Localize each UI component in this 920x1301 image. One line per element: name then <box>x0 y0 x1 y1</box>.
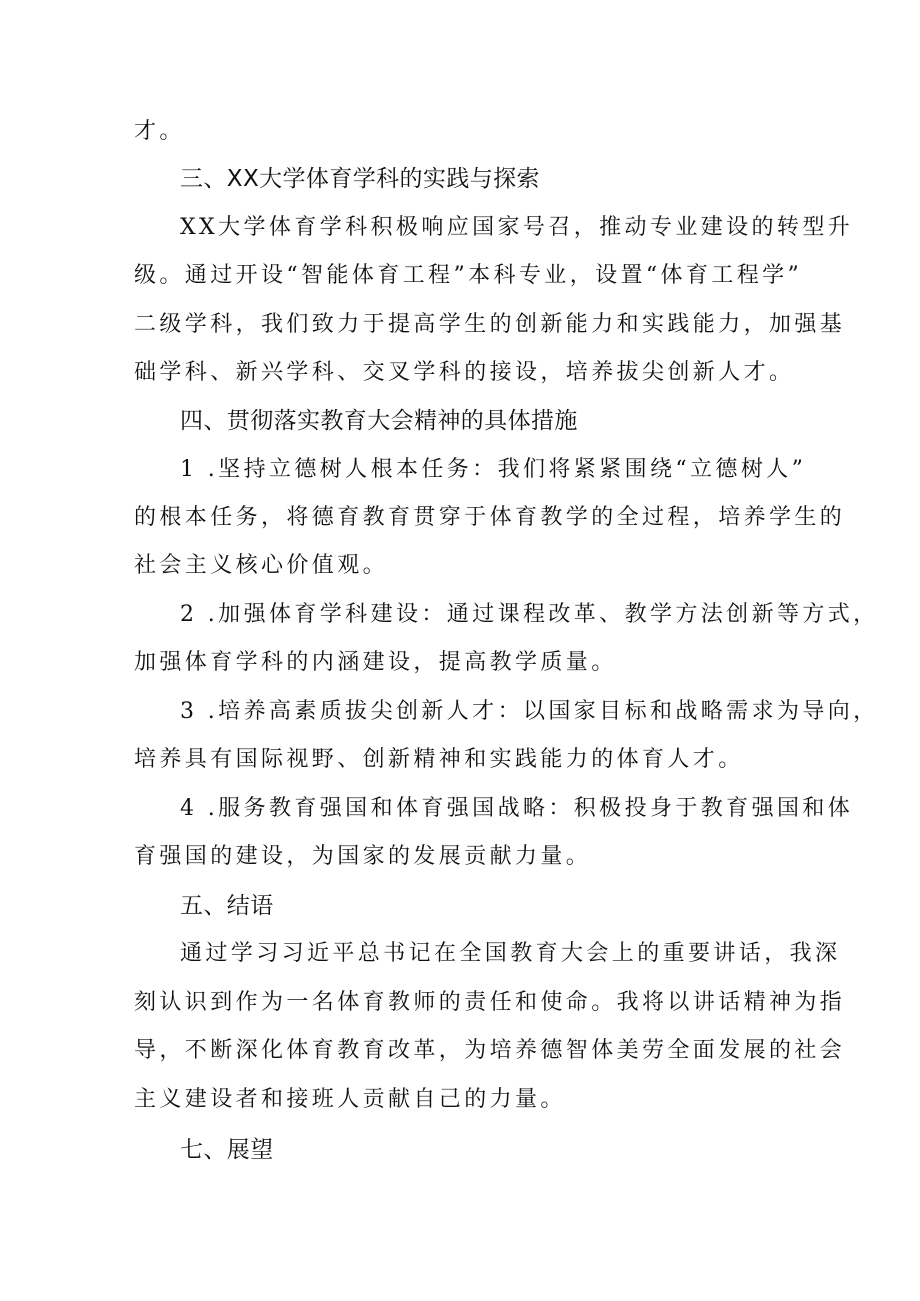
measure-4-line: 4 .服务教育强国和体育强国战略：积极投身于教育强国和体 <box>180 796 854 821</box>
section-5-paragraph-line: 刻认识到作为一名体育教师的责任和使命。我将以讲话精神为指 <box>134 990 846 1015</box>
section-3-heading: 三、XX大学体育学科的实践与探索 <box>180 166 540 192</box>
section-3-paragraph-line: XX大学体育学科积极响应国家号召，推动专业建设的转型升 <box>180 215 854 240</box>
section-5-paragraph-line: 主义建设者和接班人贡献自己的力量。 <box>134 1087 566 1112</box>
section-3-paragraph-line: 二级学科，我们致力于提高学生的创新能力和实践能力，加强基 <box>134 312 846 337</box>
section-3-paragraph-line: 级。通过开设“智能体育工程”本科专业，设置“体育工程学” <box>134 263 803 288</box>
section-3-paragraph-line: 础学科、新兴学科、交叉学科的接设，培养拔尖创新人才。 <box>134 360 795 385</box>
measure-3-line: 培养具有国际视野、创新精神和实践能力的体育人才。 <box>134 747 744 772</box>
section-5-paragraph-line: 通过学习习近平总书记在全国教育大会上的重要讲话，我深 <box>180 941 841 966</box>
section-7-heading: 七、展望 <box>180 1137 274 1163</box>
section-5-heading: 五、结语 <box>180 893 274 919</box>
measure-3-line: 3 .培养高素质拔尖创新人才：以国家目标和战略需求为导向， <box>180 699 879 724</box>
measure-1-line: 社会主义核心价值观。 <box>134 553 389 578</box>
continuation-text: 才。 <box>134 119 185 144</box>
measure-1-line: 1 .坚持立德树人根本任务：我们将紧紧围绕“立德树人” <box>180 457 807 482</box>
section-5-paragraph-line: 导，不断深化体育教育改革，为培养德智体美劳全面发展的社会 <box>134 1038 846 1063</box>
measure-1-line: 的根本任务，将德育教育贯穿于体育教学的全过程，培养学生的 <box>134 505 846 530</box>
section-4-heading: 四、贯彻落实教育大会精神的具体措施 <box>180 408 578 434</box>
measure-2-line: 加强体育学科的内涵建设，提高教学质量。 <box>134 650 617 675</box>
measure-4-line: 育强国的建设，为国家的发展贡献力量。 <box>134 844 592 869</box>
measure-2-line: 2 .加强体育学科建设：通过课程改革、教学方法创新等方式， <box>180 602 879 627</box>
